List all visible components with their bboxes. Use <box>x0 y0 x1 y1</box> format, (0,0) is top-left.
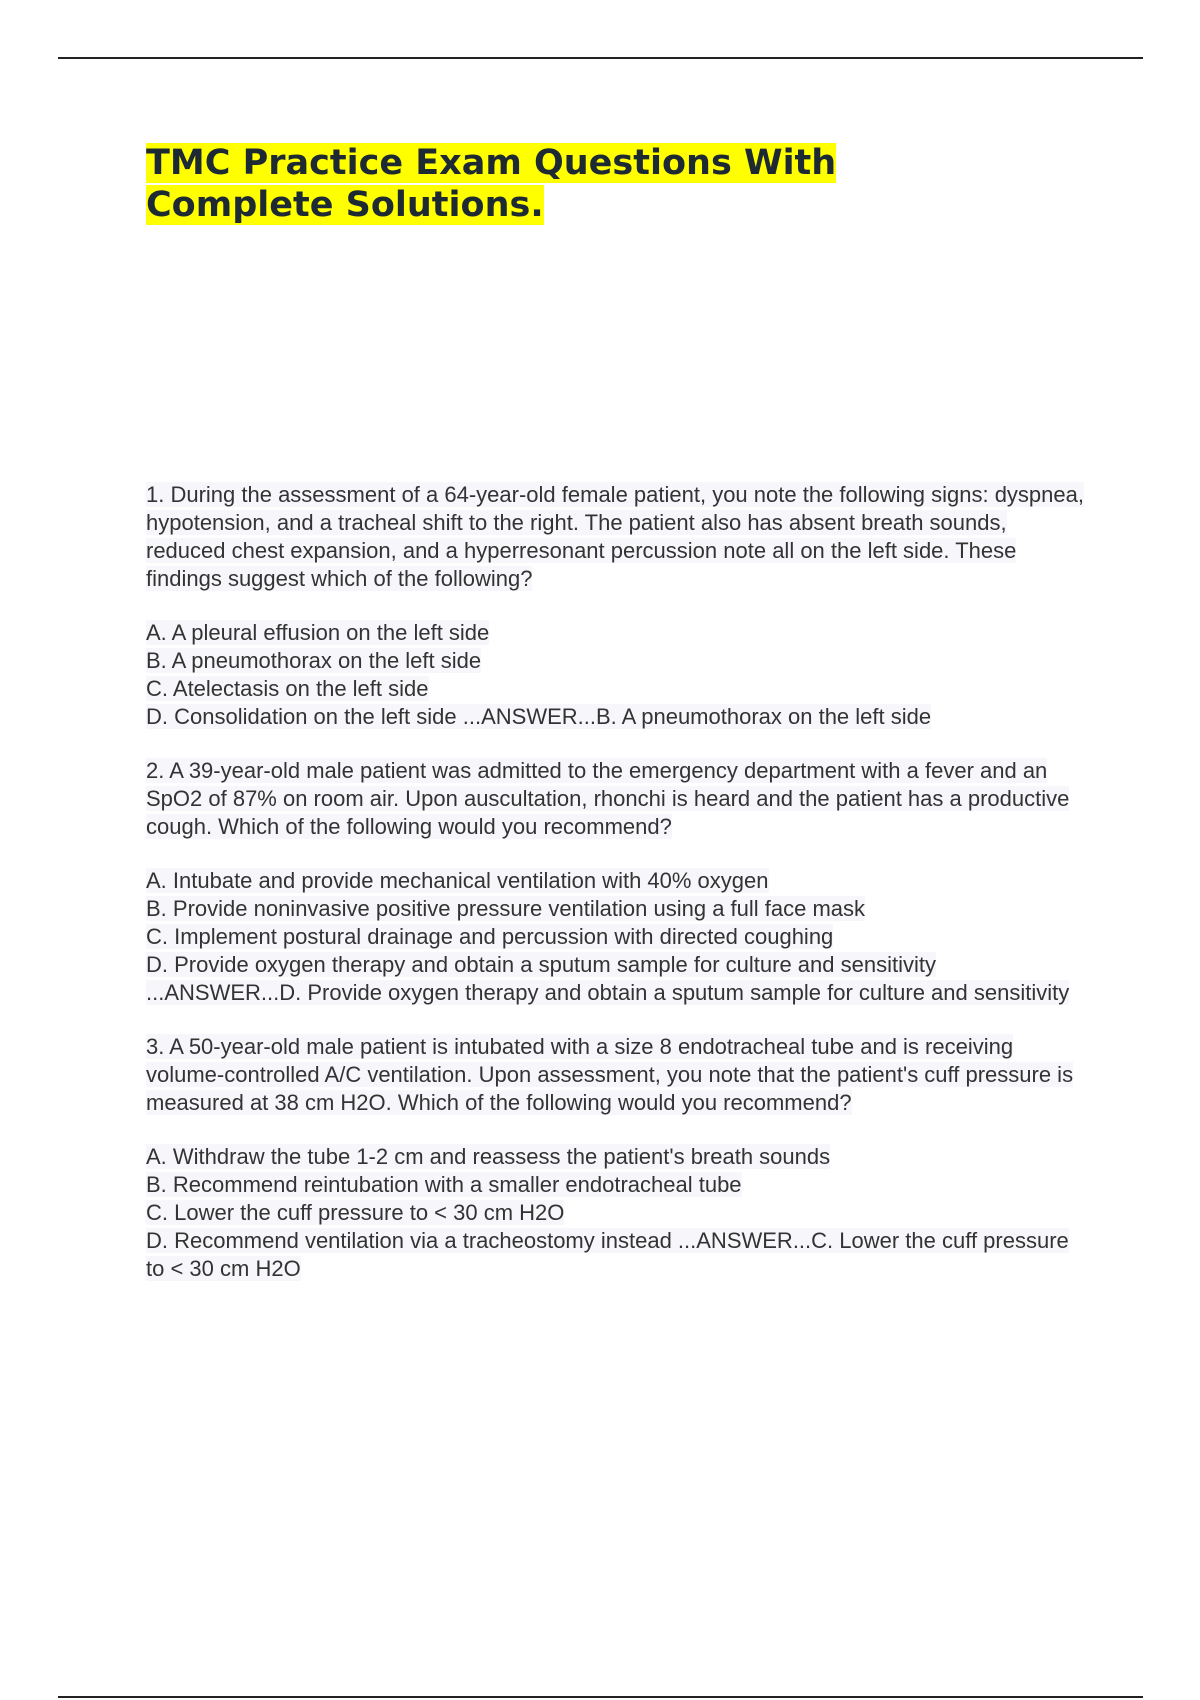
question-stem: 3. A 50-year-old male patient is intubated with a size 8 endotracheal tube and is receiving volume-controlled A/C ventilation. Upon assessment, you note that the patient's cuff pressure is measured at 38 cm H2O. Which of the following would you recommend? <box>146 1034 1074 1115</box>
footer-rule <box>58 1696 1143 1698</box>
question-3 <box>146 1033 1086 1283</box>
document-title <box>146 142 906 226</box>
header-rule <box>58 57 1143 59</box>
title-block <box>146 142 906 226</box>
option-a: A. Intubate and provide mechanical ventilation with 40% oxygen <box>146 868 769 893</box>
option-a: A. A pleural effusion on the left side <box>146 620 490 645</box>
option-c: C. Atelectasis on the left side <box>146 676 429 701</box>
option-b: B. A pneumothorax on the left side <box>146 648 482 673</box>
question-stem: 1. During the assessment of a 64-year-old female patient, you note the following signs: dyspnea, hypotension, and a tracheal shift to the right. The patient also has absent breath sounds, reduced chest expansion, and a hyperresonant percussion note all on the left side. These findings suggest which of the following? <box>146 482 1084 591</box>
option-d-with-answer: D. Recommend ventilation via a tracheostomy instead ...ANSWER...C. Lower the cuff pressure to < 30 cm H2O <box>146 1228 1069 1281</box>
option-b: B. Recommend reintubation with a smaller endotracheal tube <box>146 1172 742 1197</box>
question-2 <box>146 757 1086 1007</box>
title-line-1: TMC Practice Exam Questions With <box>146 143 837 183</box>
option-c: C. Implement postural drainage and percussion with directed coughing <box>146 924 834 949</box>
answer-options <box>146 867 1086 1007</box>
option-a: A. Withdraw the tube 1-2 cm and reassess the patient's breath sounds <box>146 1144 831 1169</box>
option-b: B. Provide noninvasive positive pressure ventilation using a full face mask <box>146 896 866 921</box>
questions-content <box>146 481 1086 1309</box>
question-1 <box>146 481 1086 731</box>
answer-options <box>146 619 1086 731</box>
question-stem: 2. A 39-year-old male patient was admitted to the emergency department with a fever and an SpO2 of 87% on room air. Upon auscultation, rhonchi is heard and the patient has a productive cough. Which of the following would you recommend? <box>146 758 1070 839</box>
answer-options <box>146 1143 1086 1283</box>
option-d-with-answer: D. Consolidation on the left side ...ANSWER...B. A pneumothorax on the left side <box>146 704 932 729</box>
title-line-2: Complete Solutions. <box>146 185 544 225</box>
option-d-with-answer: D. Provide oxygen therapy and obtain a sputum sample for culture and sensitivity ...ANSWER...D. Provide oxygen therapy and obtain a sputum sample for culture and sensitivity <box>146 952 1070 1005</box>
option-c: C. Lower the cuff pressure to < 30 cm H2O <box>146 1200 565 1225</box>
